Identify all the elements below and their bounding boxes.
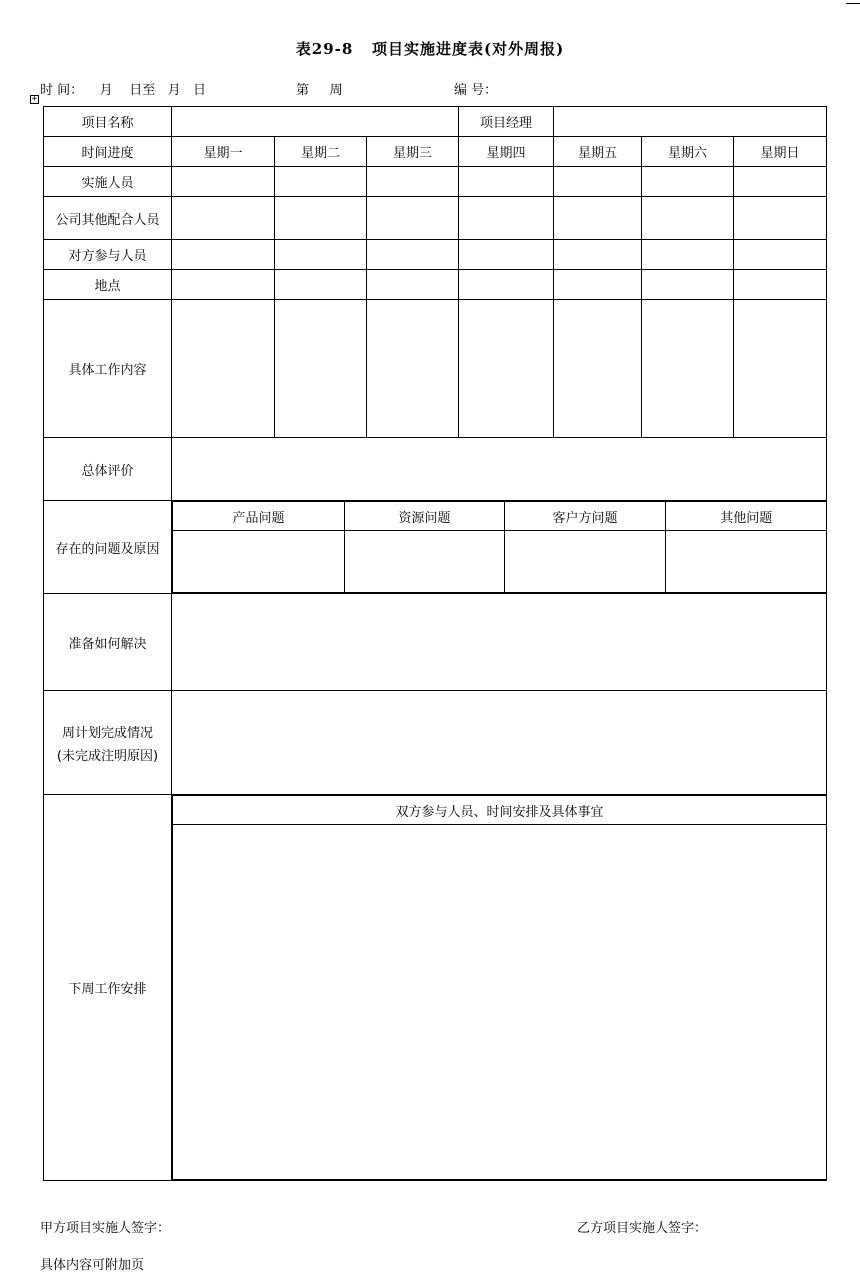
issue-type-header: 客户方问题 [505, 502, 666, 531]
location-cell[interactable] [275, 270, 367, 300]
label-issues: 存在的问题及原因 [44, 501, 172, 594]
label-implementers: 实施人员 [44, 167, 172, 197]
row-project [44, 107, 827, 137]
project-manager-field[interactable] [554, 107, 827, 137]
next-week-field[interactable] [173, 825, 827, 1180]
row-issues [44, 501, 827, 594]
implementers-cell[interactable] [734, 167, 827, 197]
time-range-label: 时 间： 月 日至 月 日 [40, 83, 206, 98]
company-staff-cell[interactable] [554, 197, 642, 240]
row-next-week [44, 795, 827, 1181]
client-staff-cell[interactable] [459, 240, 554, 270]
company-staff-cell[interactable] [275, 197, 367, 240]
location-cell[interactable] [642, 270, 734, 300]
client-staff-cell[interactable] [367, 240, 459, 270]
label-location: 地点 [44, 270, 172, 300]
issues-block [172, 501, 827, 594]
work-content-cell[interactable] [367, 300, 459, 438]
next-week-block [172, 795, 827, 1181]
number-label: 编 号： [454, 83, 498, 98]
client-staff-cell[interactable] [275, 240, 367, 270]
label-company-staff: 公司其他配合人员 [44, 197, 172, 240]
implementers-cell[interactable] [367, 167, 459, 197]
page-title: 表29-8 项目实施进度表(对外周报) [295, 40, 565, 58]
issue-cell[interactable] [345, 531, 505, 593]
implementers-cell[interactable] [459, 167, 554, 197]
table-move-handle-icon[interactable]: + [31, 94, 38, 104]
issue-cell[interactable] [505, 531, 666, 593]
label-plan-status [44, 691, 172, 795]
location-cell[interactable] [734, 270, 827, 300]
row-schedule [44, 137, 827, 167]
company-staff-cell[interactable] [459, 197, 554, 240]
location-cell[interactable] [459, 270, 554, 300]
work-content-cell[interactable] [554, 300, 642, 438]
label-overall-eval: 总体评价 [44, 438, 172, 501]
label-next-week: 下周工作安排 [44, 795, 172, 1181]
row-overall-eval [44, 438, 827, 501]
row-implementers [44, 167, 827, 197]
issue-type-header: 资源问题 [345, 502, 505, 531]
week-label: 第 周 [296, 83, 343, 98]
top-edge-line [846, 3, 860, 4]
issue-cell[interactable] [666, 531, 827, 593]
row-company-staff [44, 197, 827, 240]
weekday-header: 星期一 [172, 137, 275, 167]
party-b-signature-label: 乙方项目实施人签字： [577, 1221, 708, 1236]
location-cell[interactable] [367, 270, 459, 300]
attachment-note: 具体内容可附加页 [40, 1258, 145, 1273]
location-cell[interactable] [554, 270, 642, 300]
client-staff-cell[interactable] [734, 240, 827, 270]
row-solutions [44, 594, 827, 691]
weekday-header: 星期四 [459, 137, 554, 167]
project-name-field[interactable] [172, 107, 459, 137]
work-content-cell[interactable] [275, 300, 367, 438]
row-work-content [44, 300, 827, 438]
company-staff-cell[interactable] [734, 197, 827, 240]
weekday-header: 星期三 [367, 137, 459, 167]
work-content-cell[interactable] [642, 300, 734, 438]
label-project-manager: 项目经理 [459, 107, 554, 137]
progress-table [43, 106, 827, 1181]
client-staff-cell[interactable] [642, 240, 734, 270]
next-week-subtable [172, 795, 826, 1180]
row-location [44, 270, 827, 300]
work-content-cell[interactable] [734, 300, 827, 438]
company-staff-cell[interactable] [367, 197, 459, 240]
plan-status-field[interactable] [172, 691, 827, 795]
issues-subtable [172, 501, 827, 593]
overall-eval-field[interactable] [172, 438, 827, 501]
work-content-cell[interactable] [459, 300, 554, 438]
weekday-header: 星期二 [275, 137, 367, 167]
party-a-signature-label: 甲方项目实施人签字： [40, 1221, 171, 1236]
label-client-staff: 对方参与人员 [44, 240, 172, 270]
client-staff-cell[interactable] [172, 240, 275, 270]
implementers-cell[interactable] [172, 167, 275, 197]
issue-type-header: 产品问题 [173, 502, 345, 531]
label-schedule: 时间进度 [44, 137, 172, 167]
implementers-cell[interactable] [642, 167, 734, 197]
row-plan-status [44, 691, 827, 795]
weekday-header: 星期日 [734, 137, 827, 167]
issue-type-header: 其他问题 [666, 502, 827, 531]
weekday-header: 星期五 [554, 137, 642, 167]
issue-cell[interactable] [173, 531, 345, 593]
company-staff-cell[interactable] [172, 197, 275, 240]
label-work-content: 具体工作内容 [44, 300, 172, 438]
client-staff-cell[interactable] [554, 240, 642, 270]
label-solutions: 准备如何解决 [44, 594, 172, 691]
label-plan-status-line2: (未完成注明原因) [56, 748, 159, 764]
solutions-field[interactable] [172, 594, 827, 691]
row-client-staff [44, 240, 827, 270]
label-project-name: 项目名称 [44, 107, 172, 137]
weekday-header: 星期六 [642, 137, 734, 167]
implementers-cell[interactable] [554, 167, 642, 197]
work-content-cell[interactable] [172, 300, 275, 438]
location-cell[interactable] [172, 270, 275, 300]
company-staff-cell[interactable] [642, 197, 734, 240]
next-week-header: 双方参与人员、时间安排及具体事宜 [173, 796, 827, 825]
implementers-cell[interactable] [275, 167, 367, 197]
label-plan-status-line1: 周计划完成情况 [61, 725, 153, 741]
